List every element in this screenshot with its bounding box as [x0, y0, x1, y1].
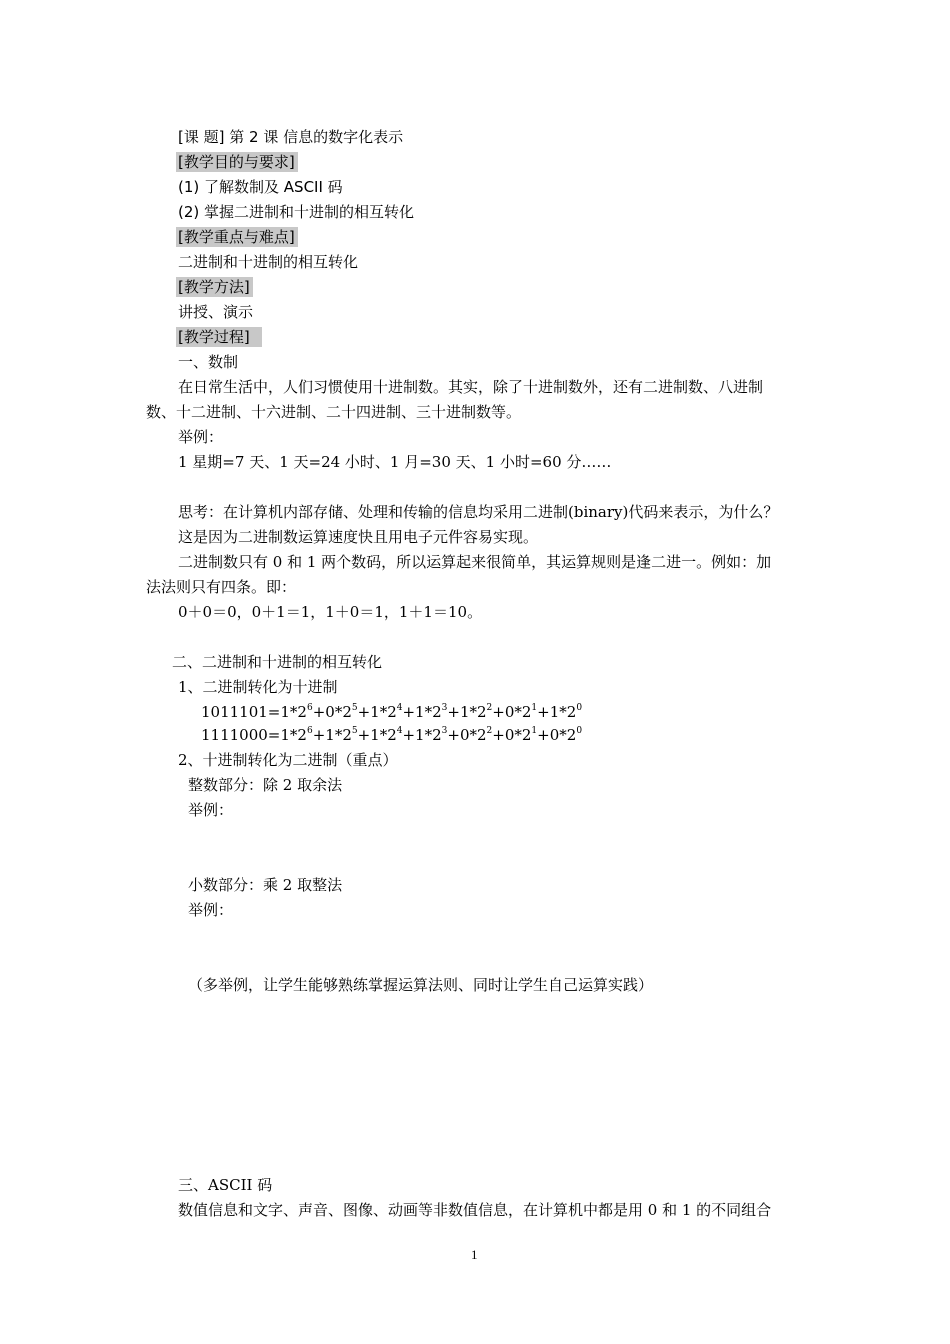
- formula-exponent: 3: [441, 703, 448, 713]
- formula-exponent: 0: [576, 703, 583, 713]
- formula-line-1: [201, 702, 582, 722]
- formula-exponent: 6: [306, 703, 313, 713]
- method-text: 讲授、演示: [178, 303, 254, 321]
- integer-part-method: 整数部分：除 2 取余法: [188, 776, 343, 794]
- section2-heading: 二、二进制和十进制的相互转化: [172, 653, 383, 671]
- goals-heading-label: [教学目的与要求]: [176, 152, 298, 172]
- section1-paragraph-line: 在日常生活中，人们习惯使用十进制数。其实，除了十进制数外，还有二进制数、八进制: [178, 378, 764, 396]
- method-heading: [176, 277, 253, 297]
- formula-term: +1*2: [402, 703, 442, 721]
- goal-item-1: (1) 了解数制及 ASCII 码: [178, 178, 343, 196]
- formula-term: +0*2: [537, 726, 577, 744]
- example-label: 举例：: [188, 901, 234, 919]
- formula-exponent: 1: [531, 726, 538, 736]
- key-points-text: 二进制和十进制的相互转化: [178, 253, 359, 271]
- think-answer: 这是因为二进制数运算速度快且用电子元件容易实现。: [178, 528, 539, 546]
- formula-term: +1*2: [357, 726, 397, 744]
- formula-term: +0*2: [492, 703, 532, 721]
- formula-term: +0*2: [447, 726, 487, 744]
- section3-paragraph-line: 数值信息和文字、声音、图像、动画等非数值信息，在计算机中都是用 0 和 1 的不同组合: [178, 1201, 772, 1219]
- teaching-note: （多举例，让学生能够熟练掌握运算法则、同时让学生自己运算实践）: [188, 976, 654, 994]
- section1-heading: 一、数制: [178, 353, 239, 371]
- section3-heading: 三、ASCII 码: [178, 1176, 273, 1194]
- process-heading-label: [教学过程]: [176, 327, 262, 347]
- formula-exponent: 4: [396, 703, 403, 713]
- lesson-title: [课 题] 第 2 课 信息的数字化表示: [178, 128, 404, 146]
- formula-term: +1*2: [537, 703, 577, 721]
- example-label: 举例：: [188, 801, 234, 819]
- formula-exponent: 3: [441, 726, 448, 736]
- formula-term: 1111000=1*2: [201, 726, 307, 744]
- process-heading: [176, 327, 262, 347]
- formula-term: +1*2: [357, 703, 397, 721]
- section1-paragraph-line: 数、十二进制、十六进制、二十四进制、三十进制数等。: [146, 403, 522, 421]
- page-number: 1: [471, 1247, 478, 1262]
- example-label: 举例：: [178, 428, 224, 446]
- subsection-binary-to-decimal: 1、二进制转化为十进制: [178, 678, 338, 696]
- key-points-heading: [176, 227, 298, 247]
- formula-exponent: 0: [576, 726, 583, 736]
- formula-exponent: 5: [351, 703, 358, 713]
- formula-term: +0*2: [492, 726, 532, 744]
- formula-exponent: 2: [486, 726, 493, 736]
- formula-term: 1011101=1*2: [201, 703, 307, 721]
- key-points-heading-label: [教学重点与难点]: [176, 227, 298, 247]
- formula-term: +1*2: [447, 703, 487, 721]
- subsection-decimal-to-binary: 2、十进制转化为二进制（重点）: [178, 751, 398, 769]
- goal-item-2: (2) 掌握二进制和十进制的相互转化: [178, 203, 415, 221]
- addition-rules: 0＋0＝0，0＋1＝1，1＋0＝1，1＋1＝10。: [178, 603, 483, 621]
- binary-paragraph-line: 二进制数只有 0 和 1 两个数码，所以运算起来很简单，其运算规则是逢二进一。例如：加: [178, 553, 772, 571]
- formula-exponent: 5: [351, 726, 358, 736]
- formula-exponent: 1: [531, 703, 538, 713]
- formula-exponent: 4: [396, 726, 403, 736]
- fraction-part-method: 小数部分：乘 2 取整法: [188, 876, 343, 894]
- think-question: 思考：在计算机内部存储、处理和传输的信息均采用二进制(binary)代码来表示，为什么？: [178, 503, 779, 521]
- formula-term: +0*2: [312, 703, 352, 721]
- formula-term: +1*2: [402, 726, 442, 744]
- formula-term: +1*2: [312, 726, 352, 744]
- binary-paragraph-line: 法法则只有四条。即：: [146, 578, 297, 596]
- example-text: 1 星期=7 天、1 天=24 小时、1 月=30 天、1 小时=60 分……: [178, 453, 612, 471]
- formula-line-2: [201, 725, 582, 745]
- formula-exponent: 2: [486, 703, 493, 713]
- method-heading-label: [教学方法]: [176, 277, 253, 297]
- formula-exponent: 6: [306, 726, 313, 736]
- goals-heading: [176, 152, 298, 172]
